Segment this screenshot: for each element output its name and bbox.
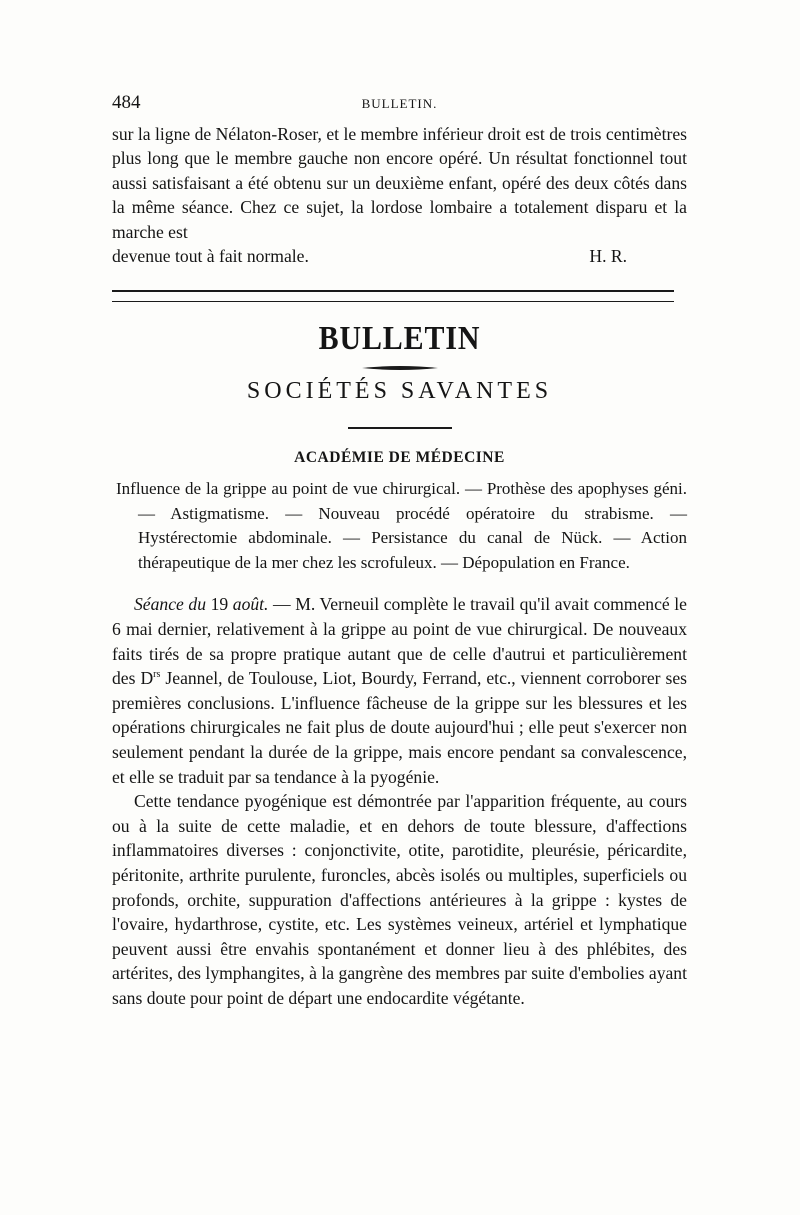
- session-month: août.: [232, 594, 269, 615]
- session-text-end: Jeannel, de Toulouse, Liot, Bourdy, Ferrand, etc., viennent corroborer ses premières conclusions. L'influence fâcheuse de la grippe sur les blessures et les opérations chirurgicales ne fait plus de doute aujourd'hui ; elle peut s'exercer non seulement pendant la durée de la grippe, mais encore pendant sa convalescence, et elle se traduit par sa tendance à la pyogénie.: [112, 668, 687, 787]
- continuation-paragraph: [112, 122, 687, 268]
- doctors-abbrev: rs: [153, 669, 161, 681]
- academy-heading: ACADÉMIE DE MÉDECINE: [294, 449, 505, 467]
- session-summary: Influence de la grippe au point de vue chirurgical. — Prothèse des apophyses géni. — Astigmatisme. — Nouveau procédé opératoire du strabisme. — Hystérectomie abdominale. — Persistance du canal de Nück. — Action thérapeutique de la mer chez les scrofuleux. — Dépopulation en France.: [116, 479, 687, 572]
- signature-line: [112, 244, 687, 268]
- pyogenic-paragraph: Cette tendance pyogénique est démontrée par l'apparition fréquente, au cours ou à la suite de cette maladie, et en dehors de toute blessure, d'affections inflammatoires diverses : conjonctivite, otite, parotidite, pleurésie, péricardite, péritonite, arthrite purulente, furoncles, abcès isolés ou multiples, superficiels ou profonds, orchite, suppuration d'affections antérieures à la grippe : kystes de l'ovaire, hydarthrose, cystite, etc. Les systèmes veineux, artériel et lymphatique peuvent aussi être envahis spontanément et donner lieu à des phlébites, des artérites, des lymphangites, à la gangrène des membres par suite d'embolies ayant sans doute pour point de départ une endocardite végétante.: [112, 791, 687, 1008]
- page-number: 484: [112, 92, 141, 113]
- book-page: [112, 92, 687, 1011]
- session-text: — M. Verneuil complète le travail qu'il avait commencé le 6 mai dernier, relativement à la grippe au point de vue chirurgical. De nouveaux faits tirés de sa propre pratique autant que de celle d'autrui et particulièrement des D: [112, 594, 687, 689]
- author-initials: H. R.: [589, 246, 627, 267]
- session-day: 19: [210, 594, 229, 615]
- continuation-text: sur la ligne de Nélaton-Roser, et le membre inférieur droit est de trois centimètres plus long que le membre gauche non encore opéré. Un résultat fonctionnel tout aussi satisfaisant a été obtenu sur un deuxième enfant, opéré des deux côtés dans la même séance. Chez ce sujet, la lordose lombaire a totalement disparu et la marche est: [112, 124, 687, 242]
- running-head: [112, 92, 687, 122]
- section-subtitle: SOCIÉTÉS SAVANTES: [246, 378, 553, 405]
- short-divider: [348, 427, 452, 429]
- ornament-dash: [360, 364, 440, 372]
- session-paragraph: [112, 592, 687, 789]
- section-title: BULLETIN: [318, 320, 481, 358]
- session-label: Séance du: [134, 594, 206, 615]
- section-divider: [112, 290, 674, 302]
- continuation-last-line: devenue tout à fait normale.: [112, 246, 309, 267]
- running-title: BULLETIN.: [361, 96, 438, 111]
